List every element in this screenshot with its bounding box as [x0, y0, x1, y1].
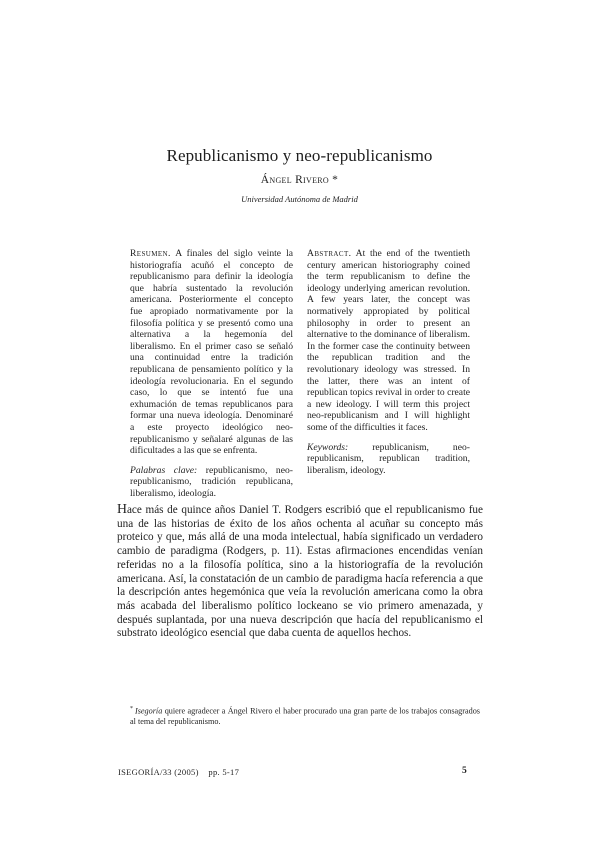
abstract-paragraph	[307, 248, 470, 434]
page-range: pp. 5-17	[208, 767, 240, 777]
keywords-text: republicanism, neo-republicanism, republican tradition, liberalism, ideology.	[307, 441, 470, 476]
abstract-text: At the end of the twentieth century american historiography coined the term republicanism to define the ideology underlying american revolution. A few years later, the concept was normatively appropiated by political philosophy in order to present an alternative to the dominance of liberalism. In the former case the continuity between the republican tradition and the revolutionary ideology was stressed. In the latter, there was an intent of republican topics revival in order to create a new ideology. I will term this project neo-republicanism and I will highlight some of the difficulties it faces.	[307, 248, 471, 433]
author-name: Ángel Rivero	[260, 174, 329, 186]
author-footnote-marker: *	[329, 174, 339, 186]
author-line	[0, 174, 599, 186]
footnote-marker: *	[130, 706, 133, 712]
palabras-clave-label: Palabras clave:	[130, 464, 198, 476]
body-initial-letter: H	[117, 501, 127, 516]
keywords-label: Keywords:	[307, 441, 349, 453]
author-affiliation: Universidad Autónoma de Madrid	[241, 194, 358, 204]
footnote-text: quiere agradecer a Ángel Rivero el haber procurado una gran parte de los trabajos consagrados al tema del republicanismo.	[130, 706, 480, 726]
page-number: 5	[462, 766, 467, 776]
keywords	[307, 442, 470, 477]
resumen-text: A finales del siglo veinte la historiografía acuñó el concepto de republicanismo para definir la ideología que habría sustentado la revolución americana. Posteriormente el concepto fue apropiado normativamente por la filosofía política y se presentó como una alternativa a la hegemonía del liberalismo. En el primer caso se señaló una continuidad entre la tradición republicana de pensamiento político y la ideología revolucionaria. En el segundo caso, lo que se intentó fue una exhumación de temas republicanos para formar una nueva ideología. Denominaré a este proyecto ideológico neo-republicanismo y señalaré algunas de las dificultades a las que se enfrenta.	[130, 248, 293, 457]
article-title: Republicanismo y neo-republicanismo	[166, 146, 433, 165]
footnote	[130, 704, 480, 727]
abstract-column	[307, 248, 470, 476]
body-paragraph-text: ace más de quince años Daniel T. Rodgers escribió que el republicanismo fue una de las historias de éxito de los años ochenta al acuñar su concepto más proteico y que, más allá de una moda intelectual, había significado un verdadero cambio de paradigma (Rodgers, p. 11). Estas afirmaciones encendidas venían referidas no a la filosofía política, sino a la historiografía de la revolución americana. Así, la constatación de un cambio de paradigma hacía referencia a que la descripción antes hegemónica que veía la revolución americana como la obra más acabada del liberalismo político lockeano se vio primero amenazada, y después suplantada, por una nueva descripción que hacía del republicanismo el substrato ideológico esencial que daba cuenta de aquellos hechos.	[117, 504, 483, 640]
journal-issue: ISEGORÍA/33 (2005)	[118, 767, 199, 777]
palabras-clave	[130, 465, 293, 500]
body-paragraph	[117, 502, 483, 641]
palabras-clave-text: republicanismo, neo-republicanismo, tradición republicana, liberalismo, ideología.	[130, 464, 293, 499]
journal-citation	[118, 767, 239, 777]
resumen-paragraph	[130, 248, 293, 457]
abstract-label: Abstract.	[307, 248, 352, 259]
resumen-column	[130, 248, 293, 499]
footnote-italic-lead: Isegoría	[135, 706, 163, 716]
resumen-label: Resumen.	[130, 248, 171, 259]
